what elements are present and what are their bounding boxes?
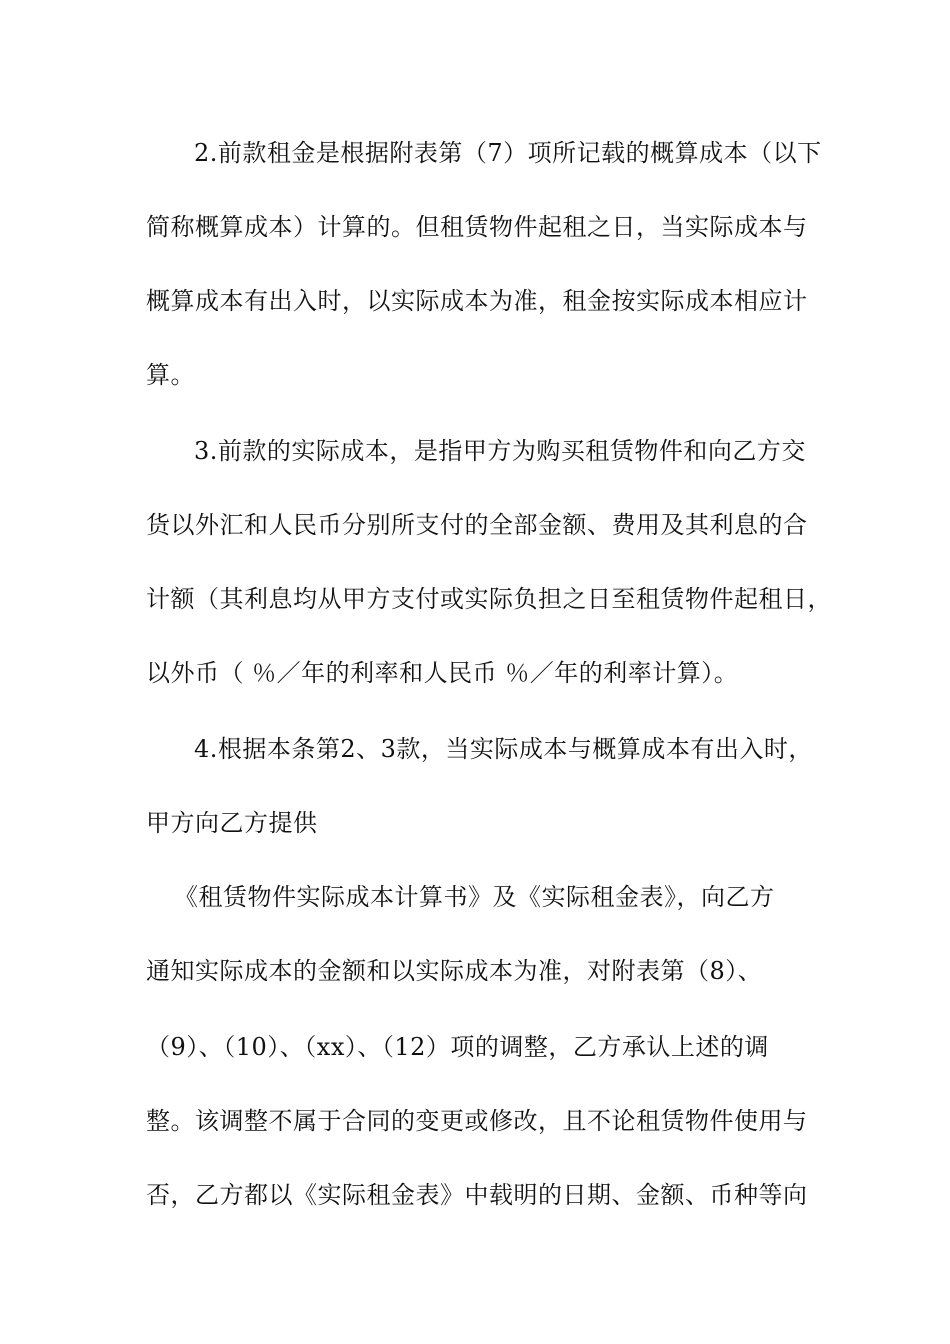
paragraph-5-line-4: 整。该调整不属于合同的变更或修改，且不论租赁物件使用与 <box>146 1107 808 1135</box>
paragraph-4-line-2: 甲方向乙方提供 <box>146 809 318 837</box>
paragraph-4-line-1: 4.根据本条第2、3款，当实际成本与概算成本有出入时， <box>194 735 813 763</box>
paragraph-2-line-3: 概算成本有出入时，以实际成本为准，租金按实际成本相应计 <box>146 287 808 315</box>
paragraph-3-line-3: 计额（其利息均从甲方支付或实际负担之日至租赁物件起租日， <box>146 585 832 613</box>
paragraph-3-line-2: 货以外汇和人民币分别所支付的全部金额、费用及其利息的合 <box>146 511 808 539</box>
paragraph-5-line-1: 《租赁物件实际成本计算书》及《实际租金表》，向乙方 <box>174 883 775 911</box>
paragraph-2-line-2: 简称概算成本）计算的。但租赁物件起租之日，当实际成本与 <box>146 213 808 241</box>
paragraph-3-line-1: 3.前款的实际成本，是指甲方为购买租赁物件和向乙方交 <box>194 437 806 465</box>
paragraph-5-line-5: 否，乙方都以《实际租金表》中载明的日期、金额、币种等向 <box>146 1181 808 1209</box>
paragraph-2-line-4: 算。 <box>146 361 195 389</box>
paragraph-5-line-2: 通知实际成本的金额和以实际成本为准，对附表第（8）、 <box>146 957 763 985</box>
paragraph-5-line-3: （9）、（10）、（xx）、（12）项的调整，乙方承认上述的调 <box>146 1033 769 1061</box>
paragraph-3-line-4: 以外币（ ％／年的利率和人民币 ％／年的利率计算）。 <box>146 659 739 687</box>
paragraph-2-line-1: 2.前款租金是根据附表第（7）项所记载的概算成本（以下 <box>194 139 822 167</box>
